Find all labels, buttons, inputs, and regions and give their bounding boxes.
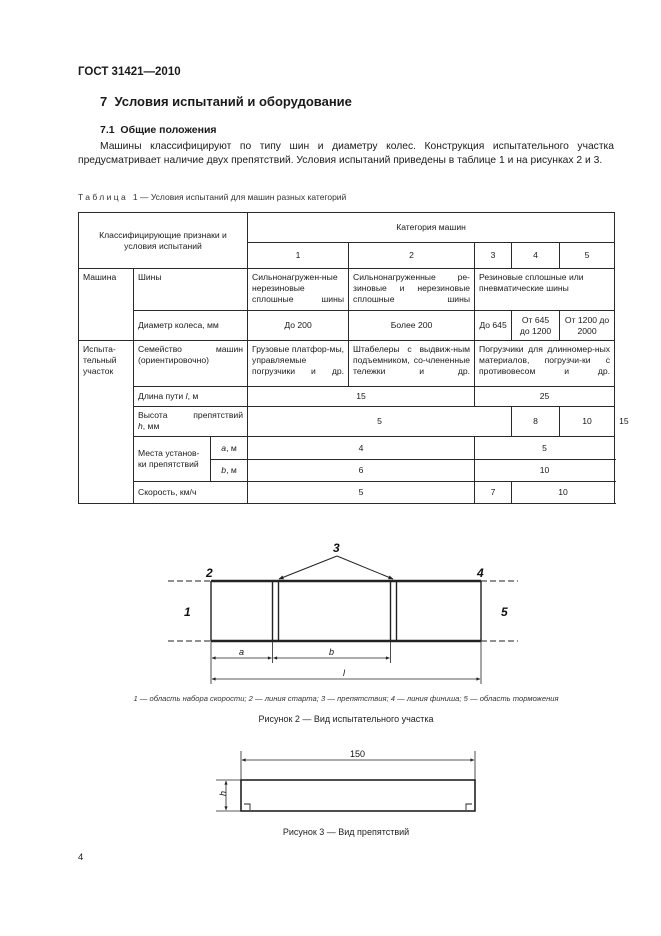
row-tyres-label: Шины bbox=[134, 269, 248, 311]
height-label-text: Высота препятствий bbox=[138, 410, 244, 420]
row-speed-label: Скорость, км/ч bbox=[134, 482, 248, 504]
right-angle-mark-right bbox=[466, 804, 472, 810]
legend-text-1: — область набора скорости; bbox=[139, 694, 247, 703]
place-a-cat-rest: 5 bbox=[475, 437, 615, 460]
length-cat-rest: 25 bbox=[475, 387, 615, 407]
group-section: Испыта-тельный участок bbox=[79, 341, 134, 504]
speed-cat-1: 5 bbox=[248, 482, 475, 504]
cat-num-5: 5 bbox=[560, 243, 615, 269]
diam-cat-3: До 645 bbox=[475, 311, 512, 341]
fig2-label-1: 1 bbox=[184, 605, 191, 619]
tyres-cat-2: Сильнонагруженные ре-зиновые и нерезиновые сплошные шины bbox=[349, 269, 475, 311]
legend-num-1: 1 bbox=[133, 694, 138, 703]
standard-header: ГОСТ 31421—2010 bbox=[78, 66, 181, 78]
fig2-label-5: 5 bbox=[501, 605, 508, 619]
right-angle-mark-left bbox=[244, 804, 250, 810]
subsection-title: 7.1 Общие положения bbox=[100, 124, 217, 136]
table-head-left: Классифицирующие признаки и условия испытаний bbox=[79, 213, 248, 269]
length-label-text: Длина пути bbox=[138, 391, 184, 401]
place-a-unit: , м bbox=[226, 442, 237, 453]
place-b-cat-rest: 10 bbox=[475, 460, 615, 482]
legend-text-2: — линия старта; bbox=[255, 694, 319, 703]
figure-3-labels bbox=[218, 749, 365, 796]
legend-num-3: 3 bbox=[321, 694, 326, 703]
section-title: 7 Условия испытаний и оборудование bbox=[100, 94, 352, 109]
diam-cat-1: До 200 bbox=[248, 311, 349, 341]
legend-text-4: — линия финиша; bbox=[397, 694, 462, 703]
family-cat-2: Штабелеры с выдвиж-ным подъемником, со-члененные тележки и др. bbox=[349, 341, 475, 387]
tyres-cat-1: Сильнонагружен-ные нерезиновые сплошные шины bbox=[248, 269, 349, 311]
fig3-dim-width: 150 bbox=[350, 749, 366, 759]
speed-cat-345: 10 bbox=[512, 482, 615, 504]
group-machine: Машина bbox=[79, 269, 134, 341]
cat-num-2: 2 bbox=[349, 243, 475, 269]
cat-num-4: 4 bbox=[512, 243, 560, 269]
body-paragraph: Машины классифицируют по типу шин и диаметру колес. Конструкция испытательного участка предусматривает наличие двух препятствий. Условия испытаний приведены в таблице 1 и на рисунках 2 и 3. bbox=[78, 141, 614, 166]
legend-text-3: — препятствия; bbox=[327, 694, 389, 703]
legend-num-2: 2 bbox=[248, 694, 253, 703]
height-cat-12: 5 bbox=[248, 407, 512, 437]
diam-cat-2: Более 200 bbox=[349, 311, 475, 341]
row-placement-label: Места установ-ки препятствий bbox=[134, 437, 211, 482]
speed-cat-2: 7 bbox=[475, 482, 512, 504]
figure-2-test-section bbox=[168, 556, 518, 684]
obstacle-2 bbox=[391, 581, 397, 641]
place-b-unit: , м bbox=[226, 465, 237, 475]
legend-text-5: — область торможения bbox=[470, 694, 559, 703]
leader-3-left bbox=[279, 556, 337, 579]
fig2-dim-b: b bbox=[329, 647, 335, 657]
family-cat-345: Погрузчики для длинномер-ных материалов, погрузчи-ки с противовесом и др. bbox=[475, 341, 615, 387]
fig2-label-3: 3 bbox=[333, 541, 340, 555]
height-symbol: h bbox=[138, 421, 143, 431]
cat-num-3: 3 bbox=[475, 243, 512, 269]
legend-num-5: 5 bbox=[463, 694, 468, 703]
obstacle-1 bbox=[273, 581, 279, 641]
table-head-category: Категория машин bbox=[248, 213, 615, 243]
place-b-cat-1: 6 bbox=[248, 460, 475, 482]
leader-3-right bbox=[337, 556, 393, 579]
table-caption-prefix: Таблица bbox=[78, 192, 129, 202]
fig2-dim-a: a bbox=[239, 647, 245, 657]
tyres-cat-345: Резиновые сплошные или пневматические шины bbox=[475, 269, 615, 311]
cat-num-1: 1 bbox=[248, 243, 349, 269]
figure-2-caption: Рисунок 2 — Вид испытательного участка bbox=[258, 714, 434, 724]
height-unit: , мм bbox=[142, 421, 160, 431]
figure-3-obstacle bbox=[216, 751, 475, 811]
figure-2-dim-labels bbox=[239, 647, 346, 678]
length-unit: , м bbox=[187, 391, 199, 401]
table-caption-text: 1 — Условия испытаний для машин разных категорий bbox=[132, 192, 347, 202]
diam-cat-4: От 645 до 1200 bbox=[512, 311, 560, 341]
obstacle-body bbox=[241, 780, 475, 811]
fig2-dim-l: l bbox=[343, 668, 345, 678]
height-cat-3: 8 bbox=[512, 407, 560, 437]
family-cat-1: Грузовые платфор-мы, управляемые погрузчики и др. bbox=[248, 341, 349, 387]
figure-3-caption: Рисунок 3 — Вид препятствий bbox=[282, 827, 410, 837]
row-diameter-label: Диаметр колеса, мм bbox=[134, 311, 248, 341]
place-a-cat-1: 4 bbox=[248, 437, 475, 460]
legend-num-4: 4 bbox=[390, 694, 395, 703]
diam-cat-5: От 1200 до 2000 bbox=[560, 311, 615, 341]
page-number: 4 bbox=[78, 852, 84, 863]
fig3-dim-h: h bbox=[218, 790, 228, 796]
figure-2-legend bbox=[78, 694, 614, 703]
length-symbol: l bbox=[185, 391, 188, 401]
height-cat-4: 10 bbox=[560, 407, 615, 437]
place-b-symbol: b bbox=[221, 465, 227, 475]
place-a-symbol: a bbox=[221, 442, 227, 453]
conditions-table: Классифицирующие признаки и условия испытаний Категория машин 1 2 3 4 5 Машина Шины Сильнонагружен-ные нерезиновые сплошные шины Сильнонагруженные ре-зиновые и нерезиновые сплошные шины Резиновые сплошные или пневматические шины Диаметр колеса, мм До 200 Более 200 До 645 От 645 до 1200 От 1200 до 2000 Испыта-тельный участок Семейство машин (ориентировочно) Грузовые платфор-мы, управляемые погрузчики и др. Штабелеры с выдвиж-ным подъемником, со-члененные тележки и др. Погрузчики для длинномер-ных материалов, погрузчи-ки с противовесом и др. Длина пути l, м 15 25 Высота препятствий h, мм 5 8 10 15 Места установ-ки препятствий a, м 4 5 b, м 6 10 Скорость, км/ч 5 7 10 bbox=[78, 212, 615, 504]
fig2-label-4: 4 bbox=[477, 566, 484, 580]
length-cat-1: 15 bbox=[248, 387, 475, 407]
row-family-label: Семейство машин (ориентировочно) bbox=[134, 341, 248, 387]
fig2-label-2: 2 bbox=[206, 566, 213, 580]
